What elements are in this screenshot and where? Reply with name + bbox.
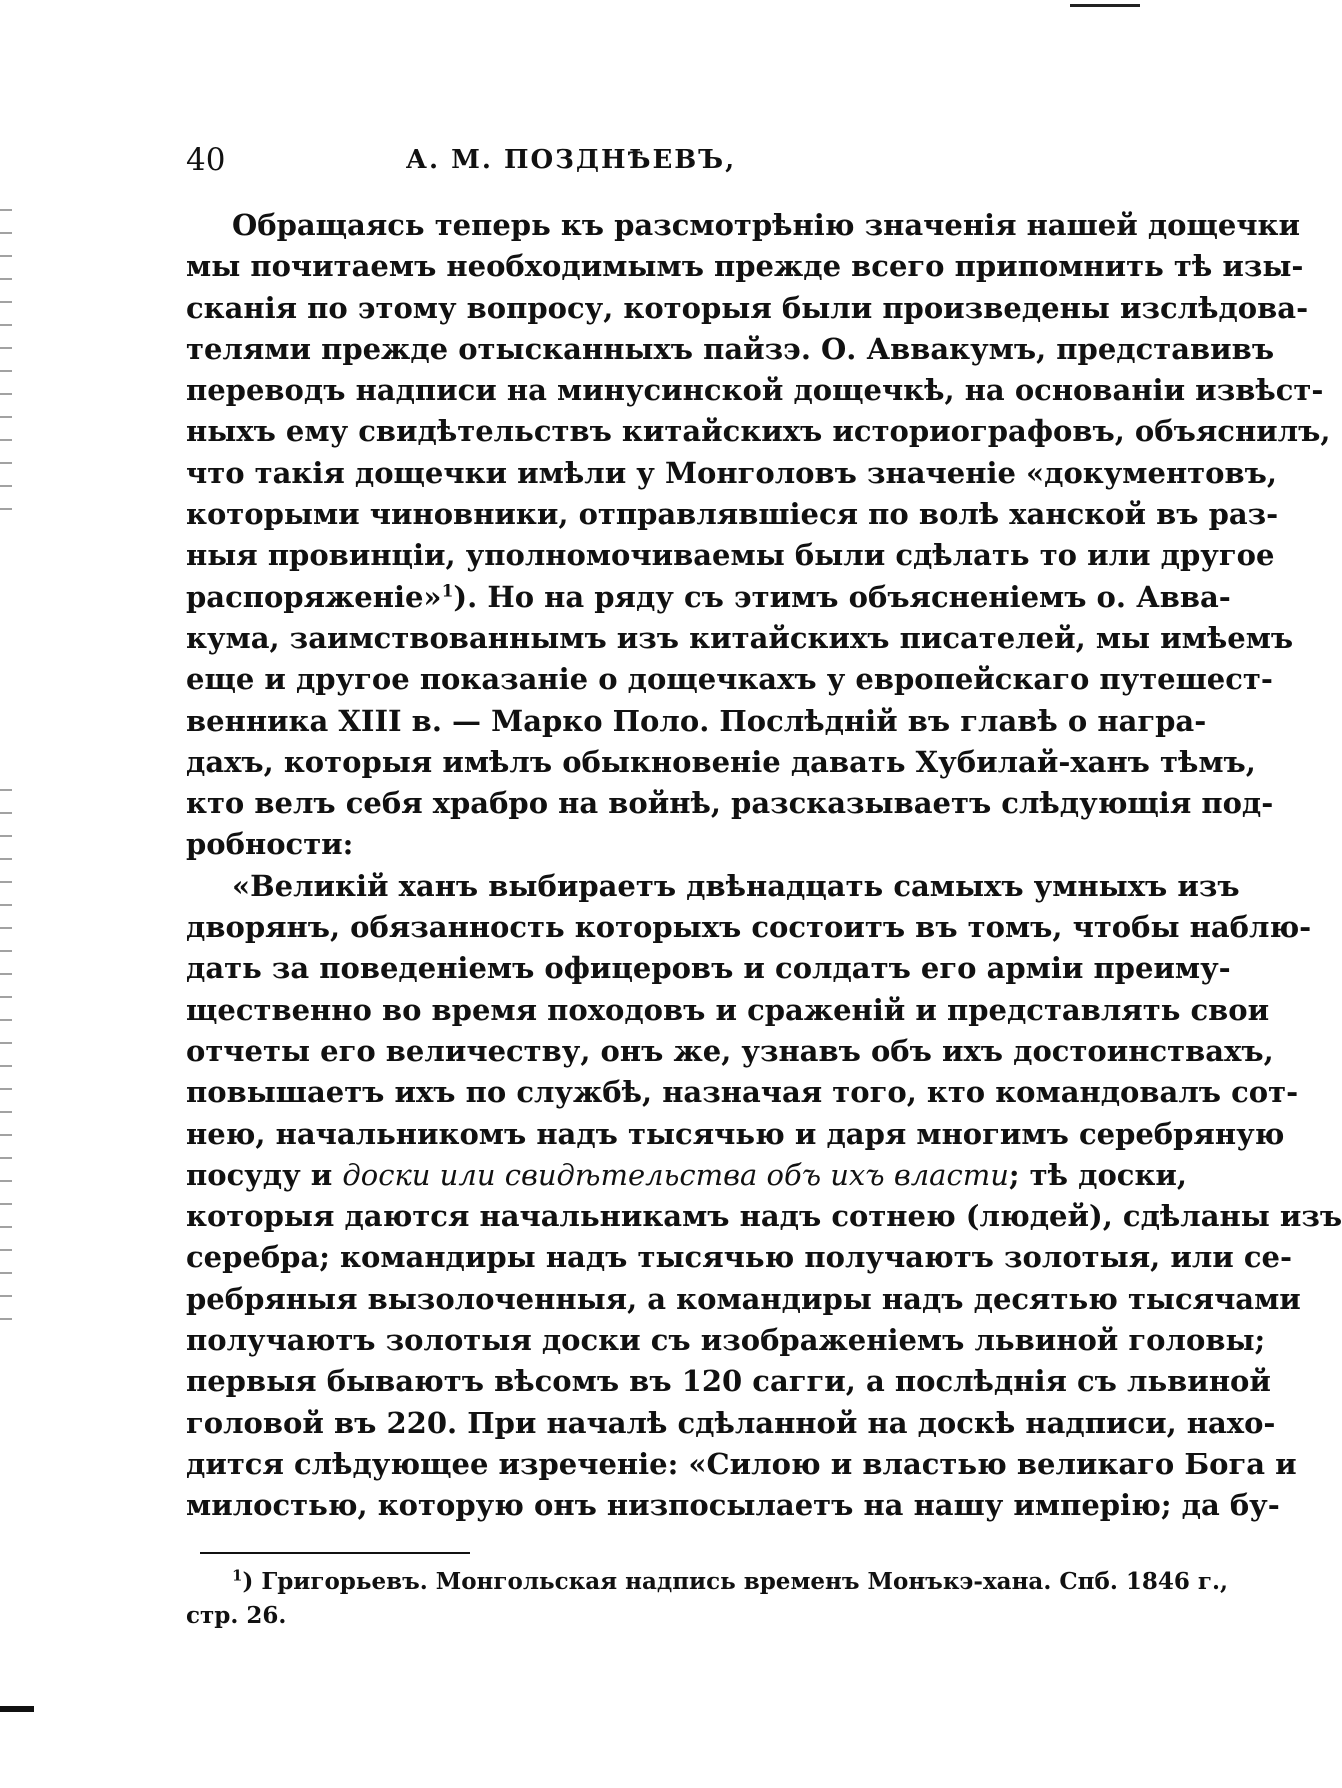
text-line: кума, заимствованнымъ изъ китайскихъ писателей, мы имѣемъ bbox=[186, 620, 1294, 655]
italic-phrase: доски или свидѣтельства объ ихъ власти bbox=[342, 1157, 1009, 1192]
scan-edge-speckle-top bbox=[0, 200, 12, 530]
footnote-mark: 1 bbox=[232, 1566, 243, 1585]
body-text bbox=[186, 205, 1342, 1527]
text-line: переводъ надписи на минусинской дощечкѣ, на основаніи извѣст- bbox=[186, 373, 1324, 408]
text-line: еще и другое показаніе о дощечкахъ у европейскаго путешест- bbox=[186, 662, 1273, 697]
scan-edge-mark bbox=[0, 1706, 34, 1712]
text-line: ныя провинціи, уполномочиваемы были сдѣлать то или другое bbox=[186, 538, 1275, 573]
text-segment: посуду и bbox=[186, 1157, 343, 1192]
text-line: получаютъ золотыя доски съ изображеніемъ львиной головы; bbox=[186, 1323, 1266, 1358]
text-line: щественно во время походовъ и сраженій и представлять свои bbox=[186, 992, 1270, 1027]
text-line: сканія по этому вопросу, которыя были произведены изслѣдова- bbox=[186, 290, 1309, 325]
text-line: что такія дощечки имѣли у Монголовъ значеніе «документовъ, bbox=[186, 455, 1277, 490]
paragraph-2 bbox=[186, 866, 1342, 1527]
footnote-line bbox=[186, 1565, 1228, 1599]
text-line: телями прежде отысканныхъ пайзэ. О. Аввакумъ, представивъ bbox=[186, 331, 1275, 366]
text-line: милостью, которую онъ низпосылаетъ на нашу имперію; да бу- bbox=[186, 1488, 1280, 1523]
text-segment: распоряженіе» bbox=[186, 579, 442, 614]
text-line-with-footnote-ref bbox=[186, 577, 1231, 618]
footnote bbox=[186, 1565, 1228, 1633]
text-line: робности: bbox=[186, 827, 354, 862]
text-line: ныхъ ему свидѣтельствъ китайскихъ историографовъ, объяснилъ, bbox=[186, 414, 1331, 449]
text-line: дворянъ, обязанность которыхъ состоитъ въ томъ, чтобы наблю- bbox=[186, 910, 1312, 945]
text-segment: ). Но на ряду съ этимъ объясненіемъ о. Авва- bbox=[453, 579, 1231, 614]
text-line: ребряныя вызолоченныя, а командиры надъ десятью тысячами bbox=[186, 1281, 1301, 1316]
scan-corner-mark bbox=[1070, 4, 1140, 15]
page-number: 40 bbox=[186, 142, 226, 178]
text-segment: ; тѣ доски, bbox=[1008, 1157, 1188, 1192]
text-line-with-italic bbox=[186, 1155, 1188, 1196]
text-line: дится слѣдующее изреченіе: «Силою и властью великаго Бога и bbox=[186, 1446, 1297, 1481]
text-line: первыя бываютъ вѣсомъ въ 120 сагги, а послѣднія съ львиной bbox=[186, 1364, 1271, 1399]
footnote-line: стр. 26. bbox=[186, 1602, 287, 1629]
text-line: «Великій ханъ выбираетъ двѣнадцать самыхъ умныхъ изъ bbox=[232, 868, 1240, 903]
footnote-reference: 1 bbox=[441, 581, 454, 602]
text-line: которыми чиновники, отправлявшіеся по волѣ ханской въ раз- bbox=[186, 497, 1279, 532]
text-line: повышаетъ ихъ по службѣ, назначая того, кто командовалъ сот- bbox=[186, 1075, 1299, 1110]
scan-edge-speckle-bottom bbox=[0, 780, 12, 1340]
running-head bbox=[186, 140, 956, 180]
text-line: головой въ 220. При началѣ сдѣланной на доскѣ надписи, нахо- bbox=[186, 1405, 1276, 1440]
text-line: кто велъ себя храбро на войнѣ, разсказываетъ слѣдующія под- bbox=[186, 786, 1274, 821]
paragraph-1 bbox=[186, 205, 1331, 866]
footnote-divider bbox=[200, 1552, 470, 1554]
text-line: Обращаясь теперь къ разсмотрѣнію значенія нашей дощечки bbox=[232, 208, 1301, 242]
text-line: отчеты его величеству, онъ же, узнавъ объ ихъ достоинствахъ, bbox=[186, 1033, 1274, 1068]
text-line: которыя даются начальникамъ надъ сотнею (людей), сдѣланы изъ bbox=[186, 1199, 1342, 1234]
footnote-text: ) Григорьевъ. Монгольская надпись временъ Монъкэ-хана. Спб. 1846 г., bbox=[242, 1568, 1228, 1595]
text-line: дахъ, которыя имѣлъ обыкновеніе давать Хубилай-ханъ тѣмъ, bbox=[186, 744, 1256, 779]
text-line: серебра; командиры надъ тысячью получаютъ золотыя, или се- bbox=[186, 1240, 1293, 1275]
running-head-author: А. М. ПОЗДНѢЕВЪ, bbox=[405, 145, 737, 175]
text-line: дать за поведеніемъ офицеровъ и солдатъ его арміи преиму- bbox=[186, 951, 1231, 986]
text-line: нею, начальникомъ надъ тысячью и даря многимъ серебряную bbox=[186, 1116, 1285, 1151]
text-line: мы почитаемъ необходимымъ прежде всего припомнить тѣ изы- bbox=[186, 249, 1304, 284]
text-line: венника XIII в. — Марко Поло. Послѣдній въ главѣ о награ- bbox=[186, 703, 1207, 738]
